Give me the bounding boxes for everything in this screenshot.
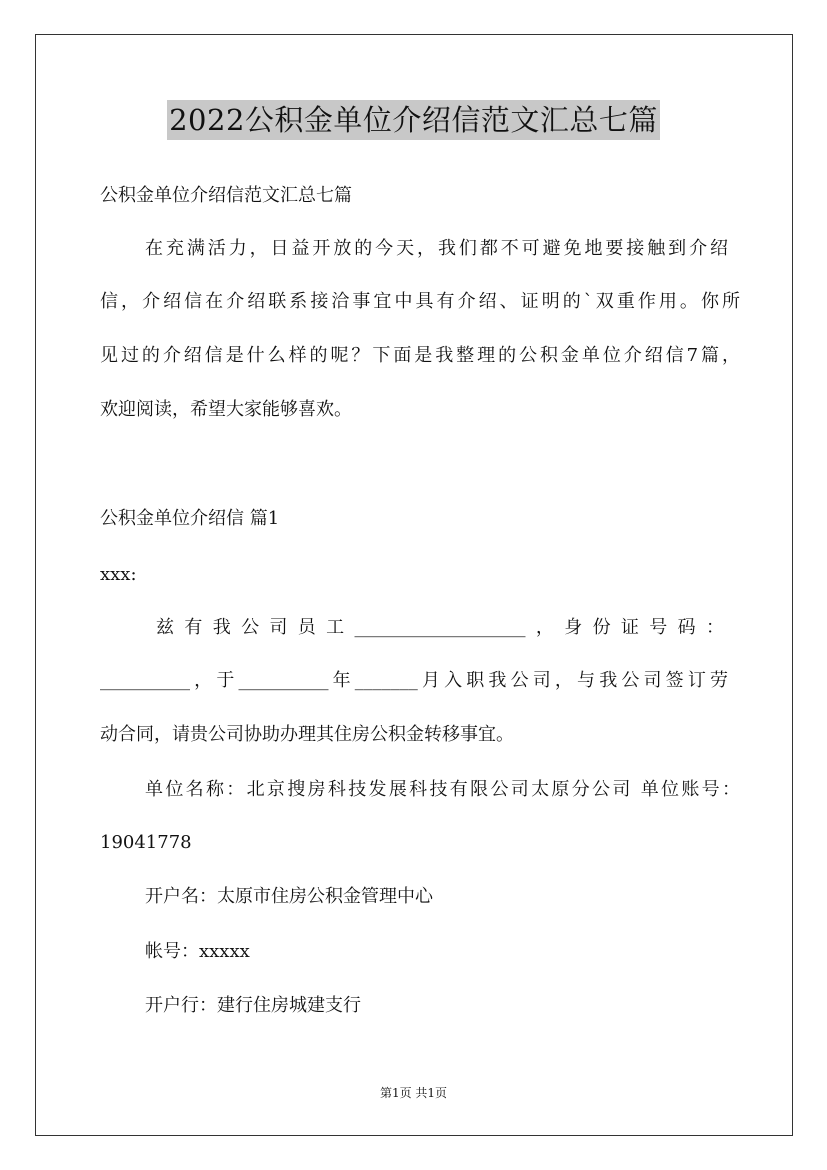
intro-line-3: 见过的介绍信是什么样的呢？下面是我整理的公积金单位介绍信7篇， (100, 345, 740, 366)
bank-name: 开户行：建行住房城建支行 (145, 995, 361, 1016)
page-footer: 第1页 共1页 (379, 1086, 448, 1100)
account-number: 帐号：xxxxx (145, 941, 250, 962)
body-line-1: 兹有我公司员工___________________，身份证号码： (156, 617, 724, 638)
document-title: 2022公积金单位介绍信范文汇总七篇 (167, 100, 660, 140)
salutation: xxx: (100, 564, 137, 585)
unit-name-line: 单位名称：北京搜房科技发展科技有限公司太原分公司 单位账号： (145, 779, 740, 800)
intro-line-4: 欢迎阅读，希望大家能够喜欢。 (100, 399, 352, 420)
section-heading: 公积金单位介绍信 篇1 (100, 508, 280, 529)
unit-account-number: 19041778 (100, 832, 192, 853)
document-subtitle: 公积金单位介绍信范文汇总七篇 (100, 185, 352, 206)
intro-line-1: 在充满活力，日益开放的今天，我们都不可避免地要接触到介绍 (145, 238, 728, 259)
body-line-3: 动合同，请贵公司协助办理其住房公积金转移事宜。 (100, 724, 514, 745)
intro-line-2: 信，介绍信在介绍联系接洽事宜中具有介绍、证明的`双重作用。你所 (100, 291, 740, 312)
title-container (0, 100, 827, 140)
account-name: 开户名：太原市住房公积金管理中心 (145, 886, 433, 907)
body-line-2: __________，于__________年_______月入职我公司，与我公司签订劳 (100, 670, 728, 691)
